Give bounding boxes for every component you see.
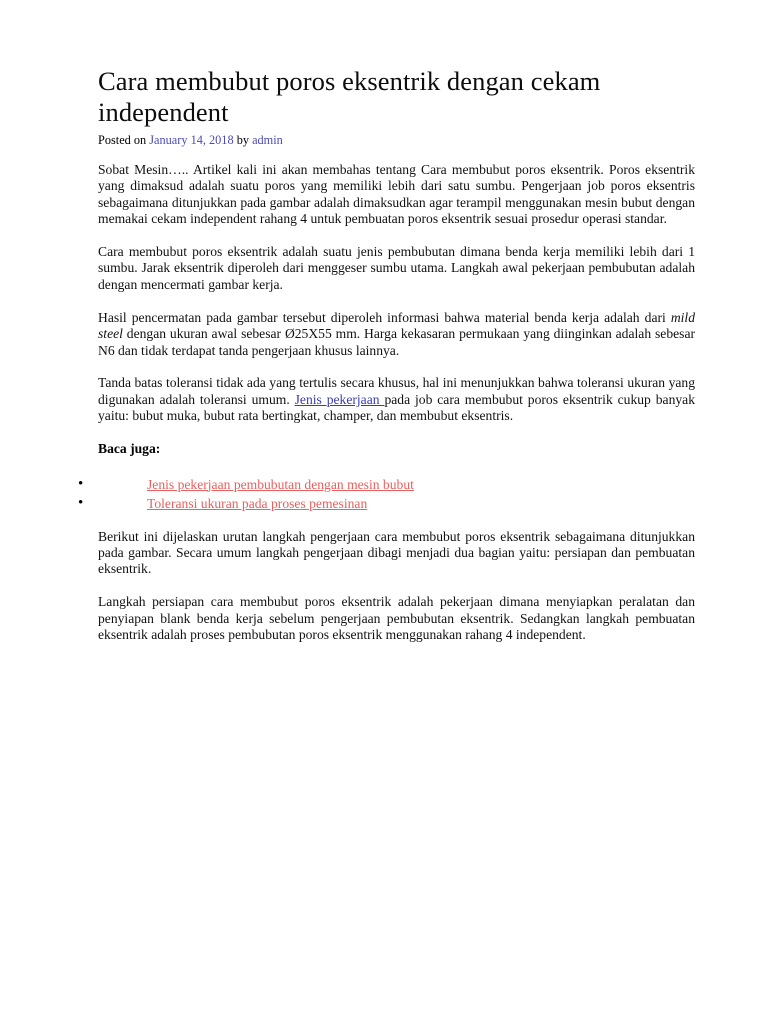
- post-date-link[interactable]: January 14, 2018: [149, 132, 234, 147]
- read-also-heading: Baca juga:: [98, 441, 161, 457]
- paragraph-3-text-after: dengan ukuran awal sebesar Ø25X55 mm. Harga kekasaran permukaan yang diinginkan adalah sebesar N6 dan tidak terdapat tanda pengerjaan khusus lainnya.: [98, 326, 695, 358]
- page-title: Cara membubut poros eksentrik dengan cekam independent: [98, 66, 601, 128]
- paragraph-5: Berikut ini dijelaskan urutan langkah pengerjaan cara membubut poros eksentrik sebagaimana ditunjukkan pada gambar. Secara umum langkah pengerjaan dibagi menjadi dua bagian yaitu: persiapan dan pembuatan eksentrik.: [98, 528, 695, 577]
- bullet-icon: •: [78, 475, 84, 492]
- paragraph-4-text-before: Tanda batas toleransi tidak ada yang tertulis secara khusus, hal ini menunjukkan bahwa toleransi ukuran yang digunakan adalah toleransi umum.: [98, 375, 695, 407]
- post-author-link[interactable]: admin: [252, 132, 283, 147]
- material-emphasis: mild steel: [98, 309, 695, 342]
- bullet-icon: •: [78, 494, 84, 511]
- paragraph-3-text-before: Hasil pencermatan pada gambar tersebut diperoleh informasi bahwa material benda kerja adalah dari: [98, 309, 671, 325]
- read-also-list: [78, 475, 695, 512]
- paragraph-3: [98, 310, 695, 359]
- paragraph-4: [98, 375, 695, 424]
- inline-link-jenis-pekerjaan[interactable]: Jenis pekerjaan: [294, 391, 385, 407]
- paragraph-6: Langkah persiapan cara membubut poros eksentrik adalah pekerjaan dimana menyiapkan peralatan dan penyiapan blank benda kerja sebelum pengerjaan pembubutan eksentrik. Sedangkan langkah pembuatan eksentrik adalah proses pembubutan poros eksentrik menggunakan rahang 4 independent.: [98, 594, 695, 643]
- list-item: [78, 494, 695, 512]
- paragraph-1: Sobat Mesin….. Artikel kali ini akan membahas tentang Cara membubut poros eksentrik. Poros eksentrik yang dimaksud adalah suatu poros yang memiliki lebih dari satu sumbu. Pengerjaan job poros eksentris sebagaimana ditunjukkan pada gambar adalah dimaksudkan agar terampil menggunakan mesin bubut dengan memakai cekam independent rahang 4 untuk pembuatan poros eksentrik sesuai prosedur operasi standar.: [98, 161, 695, 227]
- article-content: [78, 66, 696, 644]
- posted-on-label: Posted on: [98, 132, 147, 147]
- paragraph-2: Cara membubut poros eksentrik adalah suatu jenis pembubutan dimana benda kerja memiliki lebih dari 1 sumbu. Jarak eksentrik diperoleh dari menggeser sumbu utama. Langkah awal pekerjaan pembubutan adalah dengan mencermati gambar kerja.: [98, 244, 695, 292]
- list-item: [78, 475, 695, 493]
- by-label: by: [236, 132, 249, 147]
- post-byline: [98, 133, 695, 148]
- read-also-link-1[interactable]: Jenis pekerjaan pembubutan dengan mesin bubut: [147, 476, 414, 492]
- paragraph-4-text-after: pada job cara membubut poros eksentrik cukup banyak yaitu: bubut muka, bubut rata bertingkat, champer, dan membubut eksentris.: [98, 391, 696, 424]
- read-also-link-2[interactable]: Toleransi ukuran pada proses pemesinan: [147, 495, 368, 511]
